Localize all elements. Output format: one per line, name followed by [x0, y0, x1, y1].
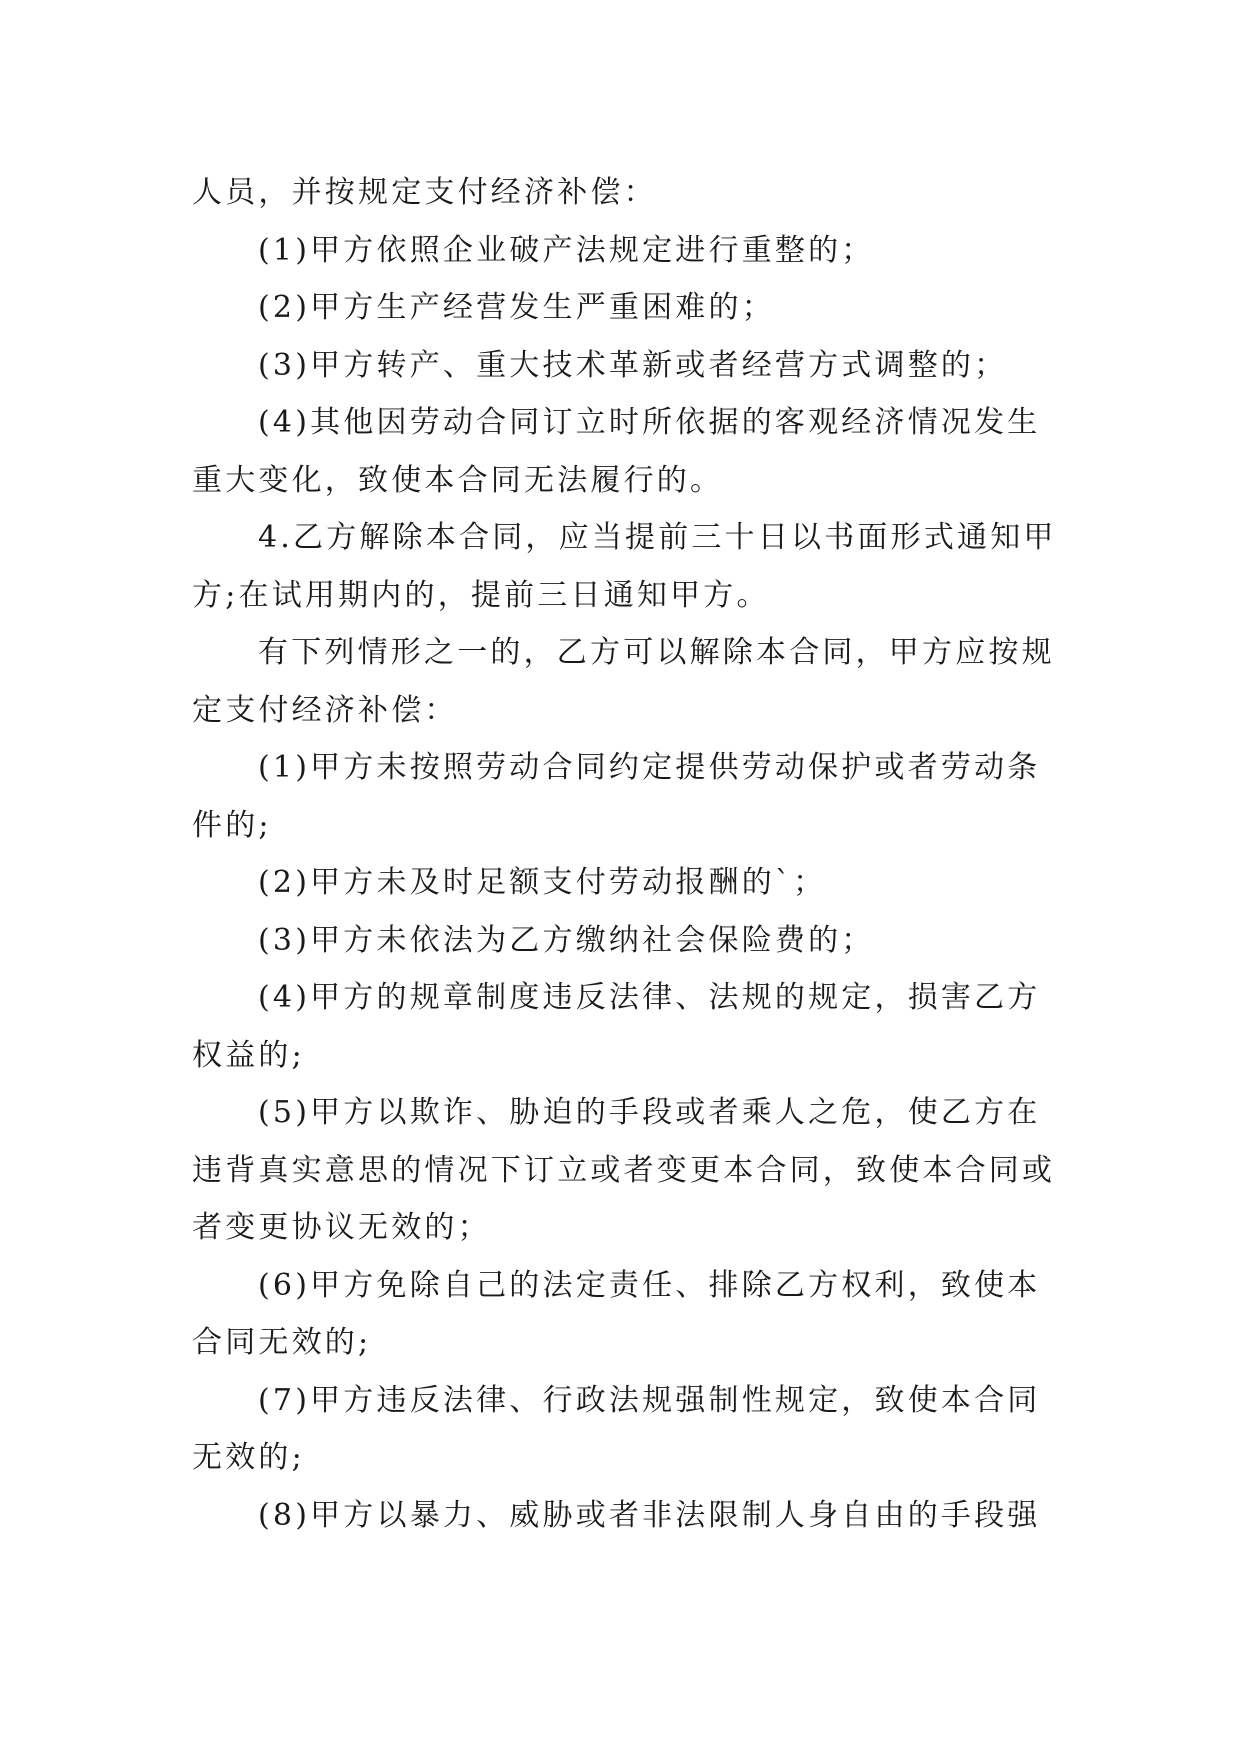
text-line: 违背真实意思的情况下订立或者变更本合同，致使本合同或: [192, 1152, 1056, 1188]
clause-item: (1)甲方依照企业破产法规定进行重整的；: [258, 232, 875, 268]
text-line: 件的;: [192, 807, 272, 843]
text-line: 人员，并按规定支付经济补偿：: [192, 175, 657, 210]
text-line: 合同无效的;: [192, 1325, 372, 1360]
clause-item: (3)甲方未依法为乙方缴纳社会保险费的；: [258, 922, 875, 958]
document-body: [192, 164, 1057, 1544]
clause-item: (6)甲方免除自己的法定责任、排除乙方权利，致使本: [258, 1267, 1041, 1303]
clause-paragraph: 有下列情形之一的，乙方可以解除本合同，甲方应按规: [258, 635, 1055, 670]
clause-item: (4)甲方的规章制度违反法律、法规的规定，损害乙方: [258, 980, 1041, 1015]
text-line: 权益的;: [192, 1037, 305, 1073]
clause-item: (3)甲方转产、重大技术革新或者经营方式调整的；: [258, 347, 1008, 383]
text-line: 方;在试用期内的，提前三日通知甲方。: [192, 577, 770, 613]
clause-item: (4)其他因劳动合同订立时所依据的客观经济情况发生: [258, 405, 1041, 440]
text-line: 无效的;: [192, 1440, 305, 1475]
clause-item: (7)甲方违反法律、行政法规强制性规定，致使本合同: [258, 1382, 1041, 1418]
clause-item: (1)甲方未按照劳动合同约定提供劳动保护或者劳动条: [258, 750, 1041, 785]
clause-paragraph: 4.乙方解除本合同，应当提前三十日以书面形式通知甲: [258, 520, 1057, 555]
clause-item: (8)甲方以暴力、威胁或者非法限制人身自由的手段强: [258, 1497, 1041, 1533]
clause-item: (2)甲方未及时足额支付劳动报酬的`；: [258, 865, 827, 900]
clause-item: (2)甲方生产经营发生严重困难的；: [258, 290, 775, 325]
text-line: 重大变化，致使本合同无法履行的。: [192, 462, 724, 498]
text-line: 者变更协议无效的；: [192, 1210, 491, 1245]
clause-item: (5)甲方以欺诈、胁迫的手段或者乘人之危，使乙方在: [258, 1095, 1041, 1130]
text-line: 定支付经济补偿：: [192, 692, 458, 728]
